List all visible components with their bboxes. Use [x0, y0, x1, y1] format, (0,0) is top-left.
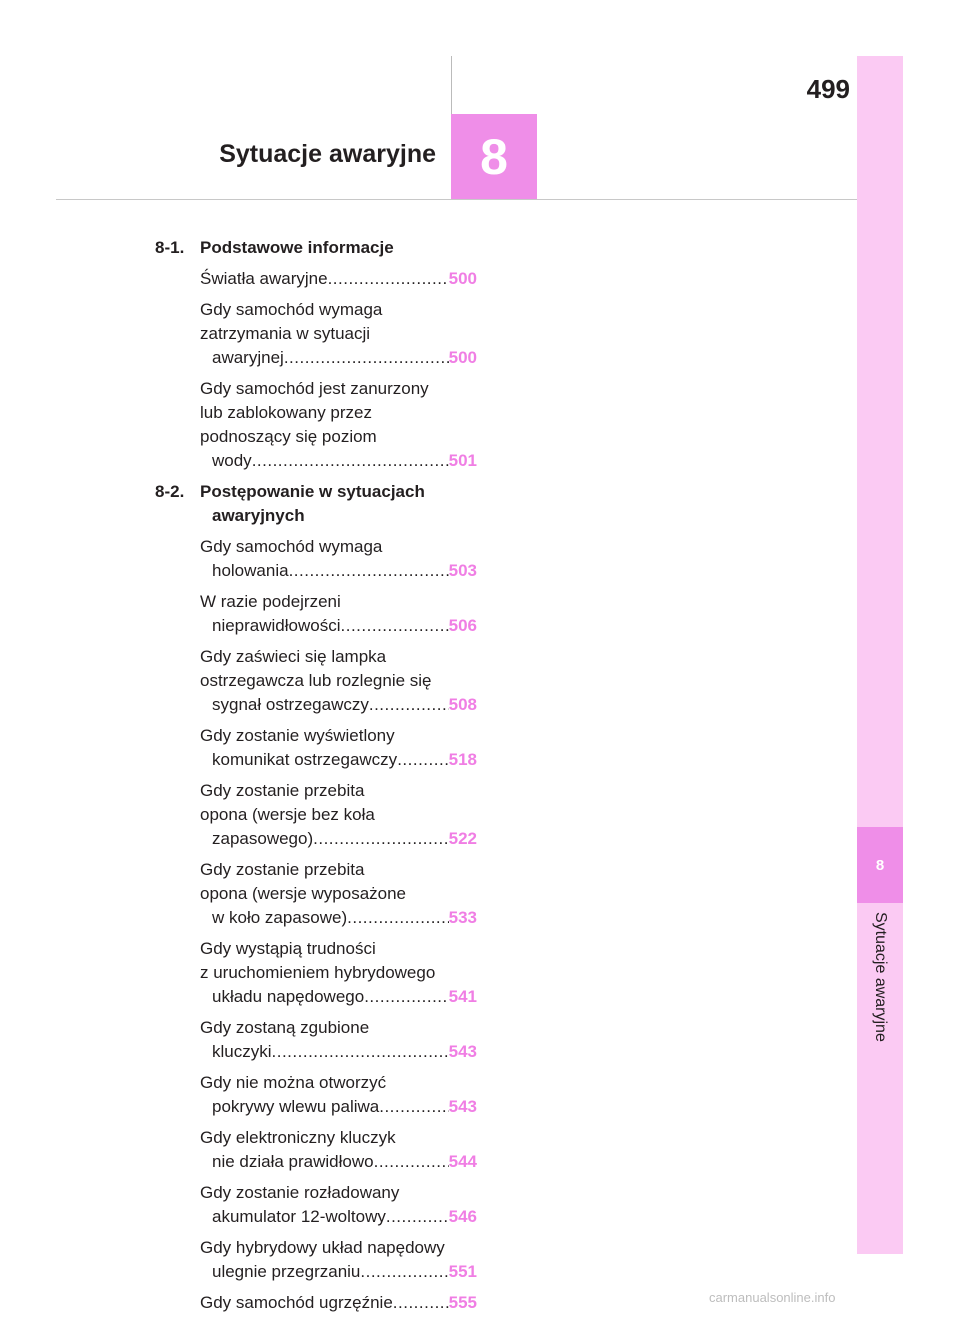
toc-entry[interactable]	[155, 1181, 477, 1229]
toc-leader-dots	[374, 1150, 449, 1174]
toc-entry[interactable]	[155, 298, 477, 370]
toc-leader-dots	[386, 1205, 449, 1229]
toc-leader-dots	[289, 559, 449, 583]
sidebar-chapter-tab[interactable]: 8	[857, 827, 903, 903]
toc-entry-line: Gdy elektroniczny kluczyk	[200, 1128, 396, 1147]
toc-entry-line: lub zablokowany przez	[200, 403, 372, 422]
sidebar-chapter-label: Sytuacje awaryjne	[872, 912, 889, 1042]
toc-page-link[interactable]: 500	[448, 269, 477, 288]
toc-entry-text: zapasowego)	[212, 829, 314, 848]
toc-entry-line: ostrzegawcza lub rozlegnie się	[200, 671, 432, 690]
toc-leader-dots	[393, 1291, 449, 1315]
toc-entry-text: układu napędowego	[212, 987, 365, 1006]
chapter-title: Sytuacje awaryjne	[219, 140, 436, 168]
toc-page-link[interactable]: 555	[448, 1293, 477, 1312]
toc-entry-line: Gdy zostanie przebita	[200, 781, 365, 800]
toc-leader-dots	[397, 748, 448, 772]
toc-entry-text: Światła awaryjne	[200, 269, 328, 288]
toc-entry[interactable]	[155, 590, 477, 638]
toc-entry-text: komunikat ostrzegawczy	[212, 750, 398, 769]
toc-section-heading	[155, 480, 477, 528]
toc-page-link[interactable]: 551	[448, 1262, 477, 1281]
toc-section-heading	[155, 236, 477, 260]
toc-entry-text: Gdy samochód ugrzęźnie	[200, 1293, 393, 1312]
table-of-contents	[155, 236, 477, 1322]
toc-entry-text: kluczyki	[212, 1042, 272, 1061]
toc-entry[interactable]	[155, 1126, 477, 1174]
toc-entry-line: Gdy wystąpią trudności	[200, 939, 376, 958]
toc-entry-text: holowania	[212, 561, 289, 580]
toc-leader-dots	[252, 449, 449, 473]
toc-entry[interactable]	[155, 645, 477, 717]
toc-leader-dots	[347, 906, 449, 930]
toc-leader-dots	[364, 985, 448, 1009]
toc-section-number: 8-1.	[155, 238, 185, 257]
toc-entry-text: nieprawidłowości	[212, 616, 341, 635]
toc-entry-line: opona (wersje bez koła	[200, 805, 375, 824]
toc-section-title: Postępowanie w sytuacjach awaryjnych	[200, 482, 425, 525]
toc-page-link[interactable]: 543	[448, 1097, 477, 1116]
toc-entry[interactable]	[155, 937, 477, 1009]
toc-entry-line: Gdy zostanie rozładowany	[200, 1183, 400, 1202]
toc-entry[interactable]	[155, 1236, 477, 1284]
toc-leader-dots	[328, 267, 449, 291]
toc-leader-dots	[284, 346, 449, 370]
toc-page-link[interactable]: 522	[448, 829, 477, 848]
toc-leader-dots	[272, 1040, 449, 1064]
toc-entry[interactable]	[155, 1071, 477, 1119]
toc-page-link[interactable]: 506	[448, 616, 477, 635]
page-number: 499	[806, 74, 850, 104]
toc-page-link[interactable]: 518	[448, 750, 477, 769]
toc-entry-line: opona (wersje wyposażone	[200, 884, 407, 903]
watermark: carmanualsonline.info	[709, 1290, 836, 1305]
toc-entry-text: w koło zapasowe)	[212, 908, 348, 927]
toc-entry-text: sygnał ostrzegawczy	[212, 695, 369, 714]
toc-entry-text: pokrywy wlewu paliwa	[212, 1097, 380, 1116]
toc-leader-dots	[341, 614, 449, 638]
toc-page-link[interactable]: 503	[448, 561, 477, 580]
toc-entry[interactable]	[155, 858, 477, 930]
toc-entry-line: Gdy nie można otworzyć	[200, 1073, 387, 1092]
toc-page-link[interactable]: 501	[448, 451, 477, 470]
toc-section-title: Podstawowe informacje	[200, 238, 394, 257]
header-divider-vertical	[451, 56, 452, 114]
chapter-number-box: 8	[451, 114, 537, 199]
toc-page-link[interactable]: 533	[448, 908, 477, 927]
toc-entry-line: Gdy hybrydowy układ napędowy	[200, 1238, 445, 1257]
toc-section-number: 8-2.	[155, 482, 185, 501]
toc-entry-line: zatrzymania w sytuacji	[200, 324, 371, 343]
toc-entry[interactable]	[155, 377, 477, 473]
toc-entry-line: Gdy zostanie wyświetlony	[200, 726, 395, 745]
toc-entry-line: Gdy samochód jest zanurzony	[200, 379, 429, 398]
toc-leader-dots	[369, 693, 449, 717]
toc-entry-line: podnoszący się poziom	[200, 427, 377, 446]
toc-page-link[interactable]: 541	[448, 987, 477, 1006]
toc-entry-text: nie działa prawidłowo	[212, 1152, 374, 1171]
toc-entry-line: Gdy zostaną zgubione	[200, 1018, 370, 1037]
toc-entry-line: Gdy samochód wymaga	[200, 537, 383, 556]
toc-entry[interactable]	[155, 535, 477, 583]
toc-entry-text: awaryjnej	[212, 348, 284, 367]
toc-entry-text: ulegnie przegrzaniu	[212, 1262, 361, 1281]
toc-page-link[interactable]: 546	[448, 1207, 477, 1226]
toc-page-link[interactable]: 500	[448, 348, 477, 367]
toc-page-link[interactable]: 543	[448, 1042, 477, 1061]
toc-entry[interactable]	[155, 724, 477, 772]
toc-entry-line: z uruchomieniem hybrydowego	[200, 963, 436, 982]
toc-entry-text: wody	[212, 451, 252, 470]
toc-leader-dots	[360, 1260, 448, 1284]
toc-leader-dots	[379, 1095, 448, 1119]
toc-entry[interactable]	[155, 1291, 477, 1315]
toc-leader-dots	[313, 827, 449, 851]
toc-page-link[interactable]: 508	[448, 695, 477, 714]
toc-entry-line: Gdy zostanie przebita	[200, 860, 365, 879]
toc-entry-line: Gdy samochód wymaga	[200, 300, 383, 319]
toc-entry[interactable]	[155, 779, 477, 851]
toc-page-link[interactable]: 544	[448, 1152, 477, 1171]
toc-entry[interactable]	[155, 1016, 477, 1064]
header-divider-horizontal	[56, 199, 857, 200]
toc-entry-line: W razie podejrzeni	[200, 592, 341, 611]
chapter-sidebar	[857, 56, 903, 1254]
toc-entry-text: akumulator 12-woltowy	[212, 1207, 386, 1226]
toc-entry-line: Gdy zaświeci się lampka	[200, 647, 387, 666]
toc-entry[interactable]	[155, 267, 477, 291]
